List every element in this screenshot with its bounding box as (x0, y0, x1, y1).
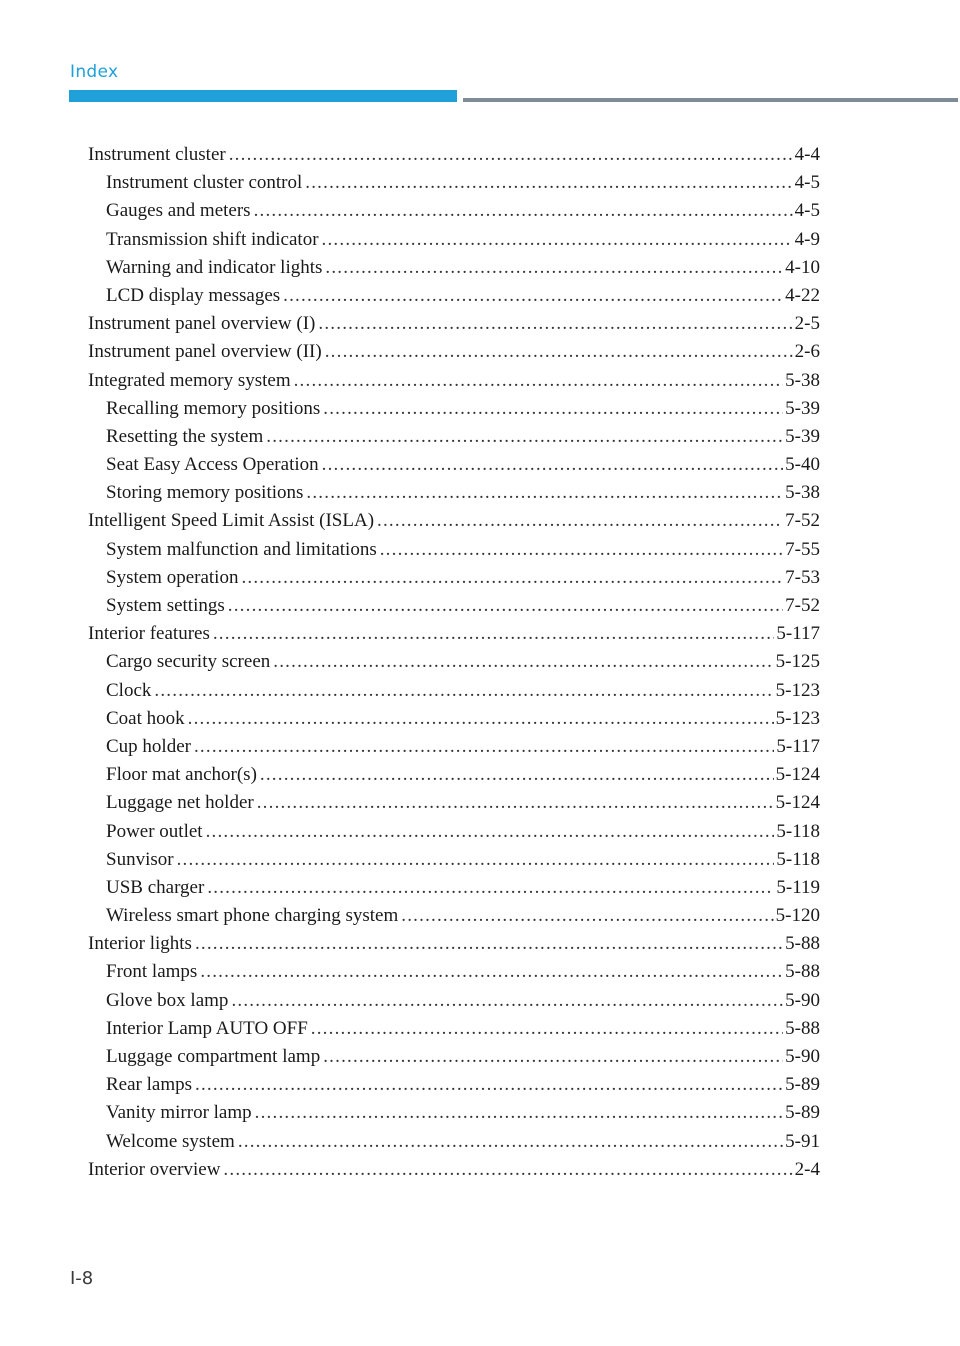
entry-label: Instrument panel overview (I) (88, 313, 316, 335)
index-subentry[interactable] (88, 987, 820, 1015)
entry-label: Interior overview (88, 1158, 221, 1180)
index-subentry[interactable] (88, 395, 820, 423)
entry-page-number: 4-5 (794, 200, 820, 222)
dot-leader (260, 761, 774, 789)
entry-label: Wireless smart phone charging system (106, 905, 399, 927)
index-subentry[interactable] (88, 423, 820, 451)
page-header-title: Index (70, 62, 119, 82)
entry-page-number: 4-5 (794, 172, 820, 194)
dot-leader (154, 677, 773, 705)
index-subentry[interactable] (88, 254, 820, 282)
index-subentry[interactable] (88, 846, 820, 874)
entry-page-number: 5-124 (775, 792, 820, 814)
index-entry[interactable] (88, 507, 820, 535)
entry-page-number: 7-52 (785, 510, 820, 532)
entry-page-number: 4-9 (794, 228, 820, 250)
dot-leader (311, 1015, 783, 1043)
entry-label: Clock (106, 679, 152, 701)
index-subentry[interactable] (88, 733, 820, 761)
dot-leader (323, 1043, 783, 1071)
entry-page-number: 4-4 (794, 144, 820, 165)
entry-label: Sunvisor (106, 848, 174, 870)
entry-page-number: 5-118 (776, 820, 820, 842)
dot-leader (323, 395, 783, 423)
entry-label: Luggage net holder (106, 792, 254, 814)
entry-label: Luggage compartment lamp (106, 1046, 321, 1067)
index-subentry[interactable] (88, 226, 820, 254)
dot-leader (228, 592, 783, 620)
dot-leader (231, 987, 783, 1015)
entry-page-number: 5-39 (785, 397, 820, 419)
entry-label: Warning and indicator lights (106, 256, 323, 278)
entry-page-number: 5-119 (776, 876, 820, 898)
index-entry[interactable] (88, 620, 820, 648)
index-subentry[interactable] (88, 1015, 820, 1043)
dot-leader (213, 620, 775, 648)
entry-label: Intelligent Speed Limit Assist (ISLA) (88, 510, 375, 532)
dot-leader (283, 282, 783, 310)
entry-label: Instrument cluster (88, 144, 226, 165)
entry-page-number: 5-88 (785, 1017, 820, 1039)
index-subentry[interactable] (88, 958, 820, 986)
index-subentry[interactable] (88, 818, 820, 846)
index-subentry[interactable] (88, 1043, 820, 1071)
dot-leader (241, 564, 783, 592)
entry-label: Instrument cluster control (106, 172, 303, 194)
entry-page-number: 5-89 (785, 1074, 820, 1096)
entry-page-number: 4-22 (785, 284, 820, 306)
dot-leader (266, 423, 783, 451)
entry-page-number: 5-120 (775, 905, 820, 927)
dot-leader (229, 141, 793, 169)
entry-page-number: 2-4 (794, 1158, 820, 1180)
entry-page-number: 5-125 (775, 651, 820, 673)
index-subentry[interactable] (88, 592, 820, 620)
entry-label: System operation (106, 566, 239, 588)
dot-leader (255, 1099, 784, 1127)
dot-leader (195, 930, 783, 958)
entry-label: Resetting the system (106, 425, 264, 447)
entry-page-number: 5-117 (776, 735, 820, 757)
entry-label: Gauges and meters (106, 200, 251, 222)
footer-page-number: I-8 (70, 1268, 94, 1289)
dot-leader (325, 254, 783, 282)
entry-label: Coat hook (106, 707, 185, 729)
dot-leader (188, 705, 774, 733)
entry-label: Interior Lamp AUTO OFF (106, 1017, 308, 1039)
entry-label: Welcome system (106, 1130, 235, 1152)
entry-page-number: 5-90 (785, 1046, 820, 1067)
entry-label: System malfunction and limitations (106, 538, 377, 560)
entry-label: Front lamps (106, 961, 198, 983)
dot-leader (207, 874, 774, 902)
index-subentry[interactable] (88, 451, 820, 479)
index-entry[interactable] (88, 930, 820, 958)
index-subentry[interactable] (88, 536, 820, 564)
entry-page-number: 7-52 (785, 595, 820, 616)
entry-page-number: 4-10 (785, 256, 820, 278)
dot-leader (238, 1128, 783, 1156)
dot-leader (305, 169, 792, 197)
entry-label: Instrument panel overview (II) (88, 341, 322, 363)
dot-leader (380, 536, 783, 564)
index-entry[interactable] (88, 141, 820, 169)
dot-leader (223, 1156, 792, 1184)
index-entry[interactable] (88, 367, 820, 395)
entry-page-number: 2-5 (794, 313, 820, 335)
entry-page-number: 5-40 (785, 454, 820, 476)
entry-label: Interior lights (88, 933, 192, 955)
entry-label: Interior features (88, 623, 210, 645)
entry-page-number: 2-6 (794, 341, 820, 363)
entry-label: Storing memory positions (106, 482, 304, 504)
entry-label: Transmission shift indicator (106, 228, 319, 250)
entry-label: Vanity mirror lamp (106, 1102, 252, 1124)
entry-page-number: 5-90 (785, 989, 820, 1011)
entry-page-number: 5-38 (785, 482, 820, 504)
index-subentry[interactable] (88, 169, 820, 197)
dot-leader (194, 733, 774, 761)
dot-leader (306, 479, 783, 507)
index-subentry[interactable] (88, 197, 820, 225)
index-subentry[interactable] (88, 1071, 820, 1099)
entry-page-number: 7-53 (785, 566, 820, 588)
entry-label: USB charger (106, 876, 205, 898)
index-list (88, 141, 820, 1184)
entry-page-number: 5-39 (785, 425, 820, 447)
header-accent-bar (69, 90, 457, 102)
entry-page-number: 5-38 (785, 369, 820, 391)
dot-leader (322, 451, 784, 479)
index-entry[interactable] (88, 310, 820, 338)
index-subentry[interactable] (88, 677, 820, 705)
entry-label: Seat Easy Access Operation (106, 454, 319, 476)
dot-leader (206, 818, 775, 846)
index-subentry[interactable] (88, 761, 820, 789)
entry-page-number: 7-55 (785, 538, 820, 560)
dot-leader (325, 338, 793, 366)
index-subentry[interactable] (88, 479, 820, 507)
dot-leader (273, 648, 773, 676)
entry-label: Cargo security screen (106, 651, 271, 673)
dot-leader (254, 197, 793, 225)
dot-leader (257, 789, 774, 817)
dot-leader (318, 310, 792, 338)
entry-label: Glove box lamp (106, 989, 229, 1011)
entry-page-number: 5-88 (785, 933, 820, 955)
entry-page-number: 5-91 (785, 1130, 820, 1152)
index-subentry[interactable] (88, 874, 820, 902)
index-entry[interactable] (88, 338, 820, 366)
entry-label: Cup holder (106, 735, 191, 757)
entry-page-number: 5-118 (776, 848, 820, 870)
entry-page-number: 5-123 (775, 679, 820, 701)
entry-label: Integrated memory system (88, 369, 291, 391)
entry-label: Rear lamps (106, 1074, 193, 1096)
dot-leader (294, 367, 784, 395)
entry-label: Power outlet (106, 820, 203, 842)
entry-page-number: 5-123 (775, 707, 820, 729)
entry-page-number: 5-89 (785, 1102, 820, 1124)
dot-leader (401, 902, 773, 930)
index-subentry[interactable] (88, 1099, 820, 1127)
dot-leader (200, 958, 783, 986)
entry-label: System settings (106, 595, 225, 616)
entry-page-number: 5-124 (775, 764, 820, 786)
index-subentry[interactable] (88, 1128, 820, 1156)
index-subentry[interactable] (88, 564, 820, 592)
dot-leader (177, 846, 775, 874)
entry-page-number: 5-88 (785, 961, 820, 983)
index-entry[interactable] (88, 1156, 820, 1184)
entry-label: Floor mat anchor(s) (106, 764, 257, 786)
dot-leader (377, 507, 783, 535)
index-subentry[interactable] (88, 789, 820, 817)
entry-page-number: 5-117 (776, 623, 820, 645)
index-subentry[interactable] (88, 705, 820, 733)
index-subentry[interactable] (88, 902, 820, 930)
dot-leader (195, 1071, 783, 1099)
dot-leader (322, 226, 793, 254)
entry-label: Recalling memory positions (106, 397, 321, 419)
header-rule-line (463, 98, 958, 102)
index-subentry[interactable] (88, 648, 820, 676)
index-subentry[interactable] (88, 282, 820, 310)
entry-label: LCD display messages (106, 284, 281, 306)
